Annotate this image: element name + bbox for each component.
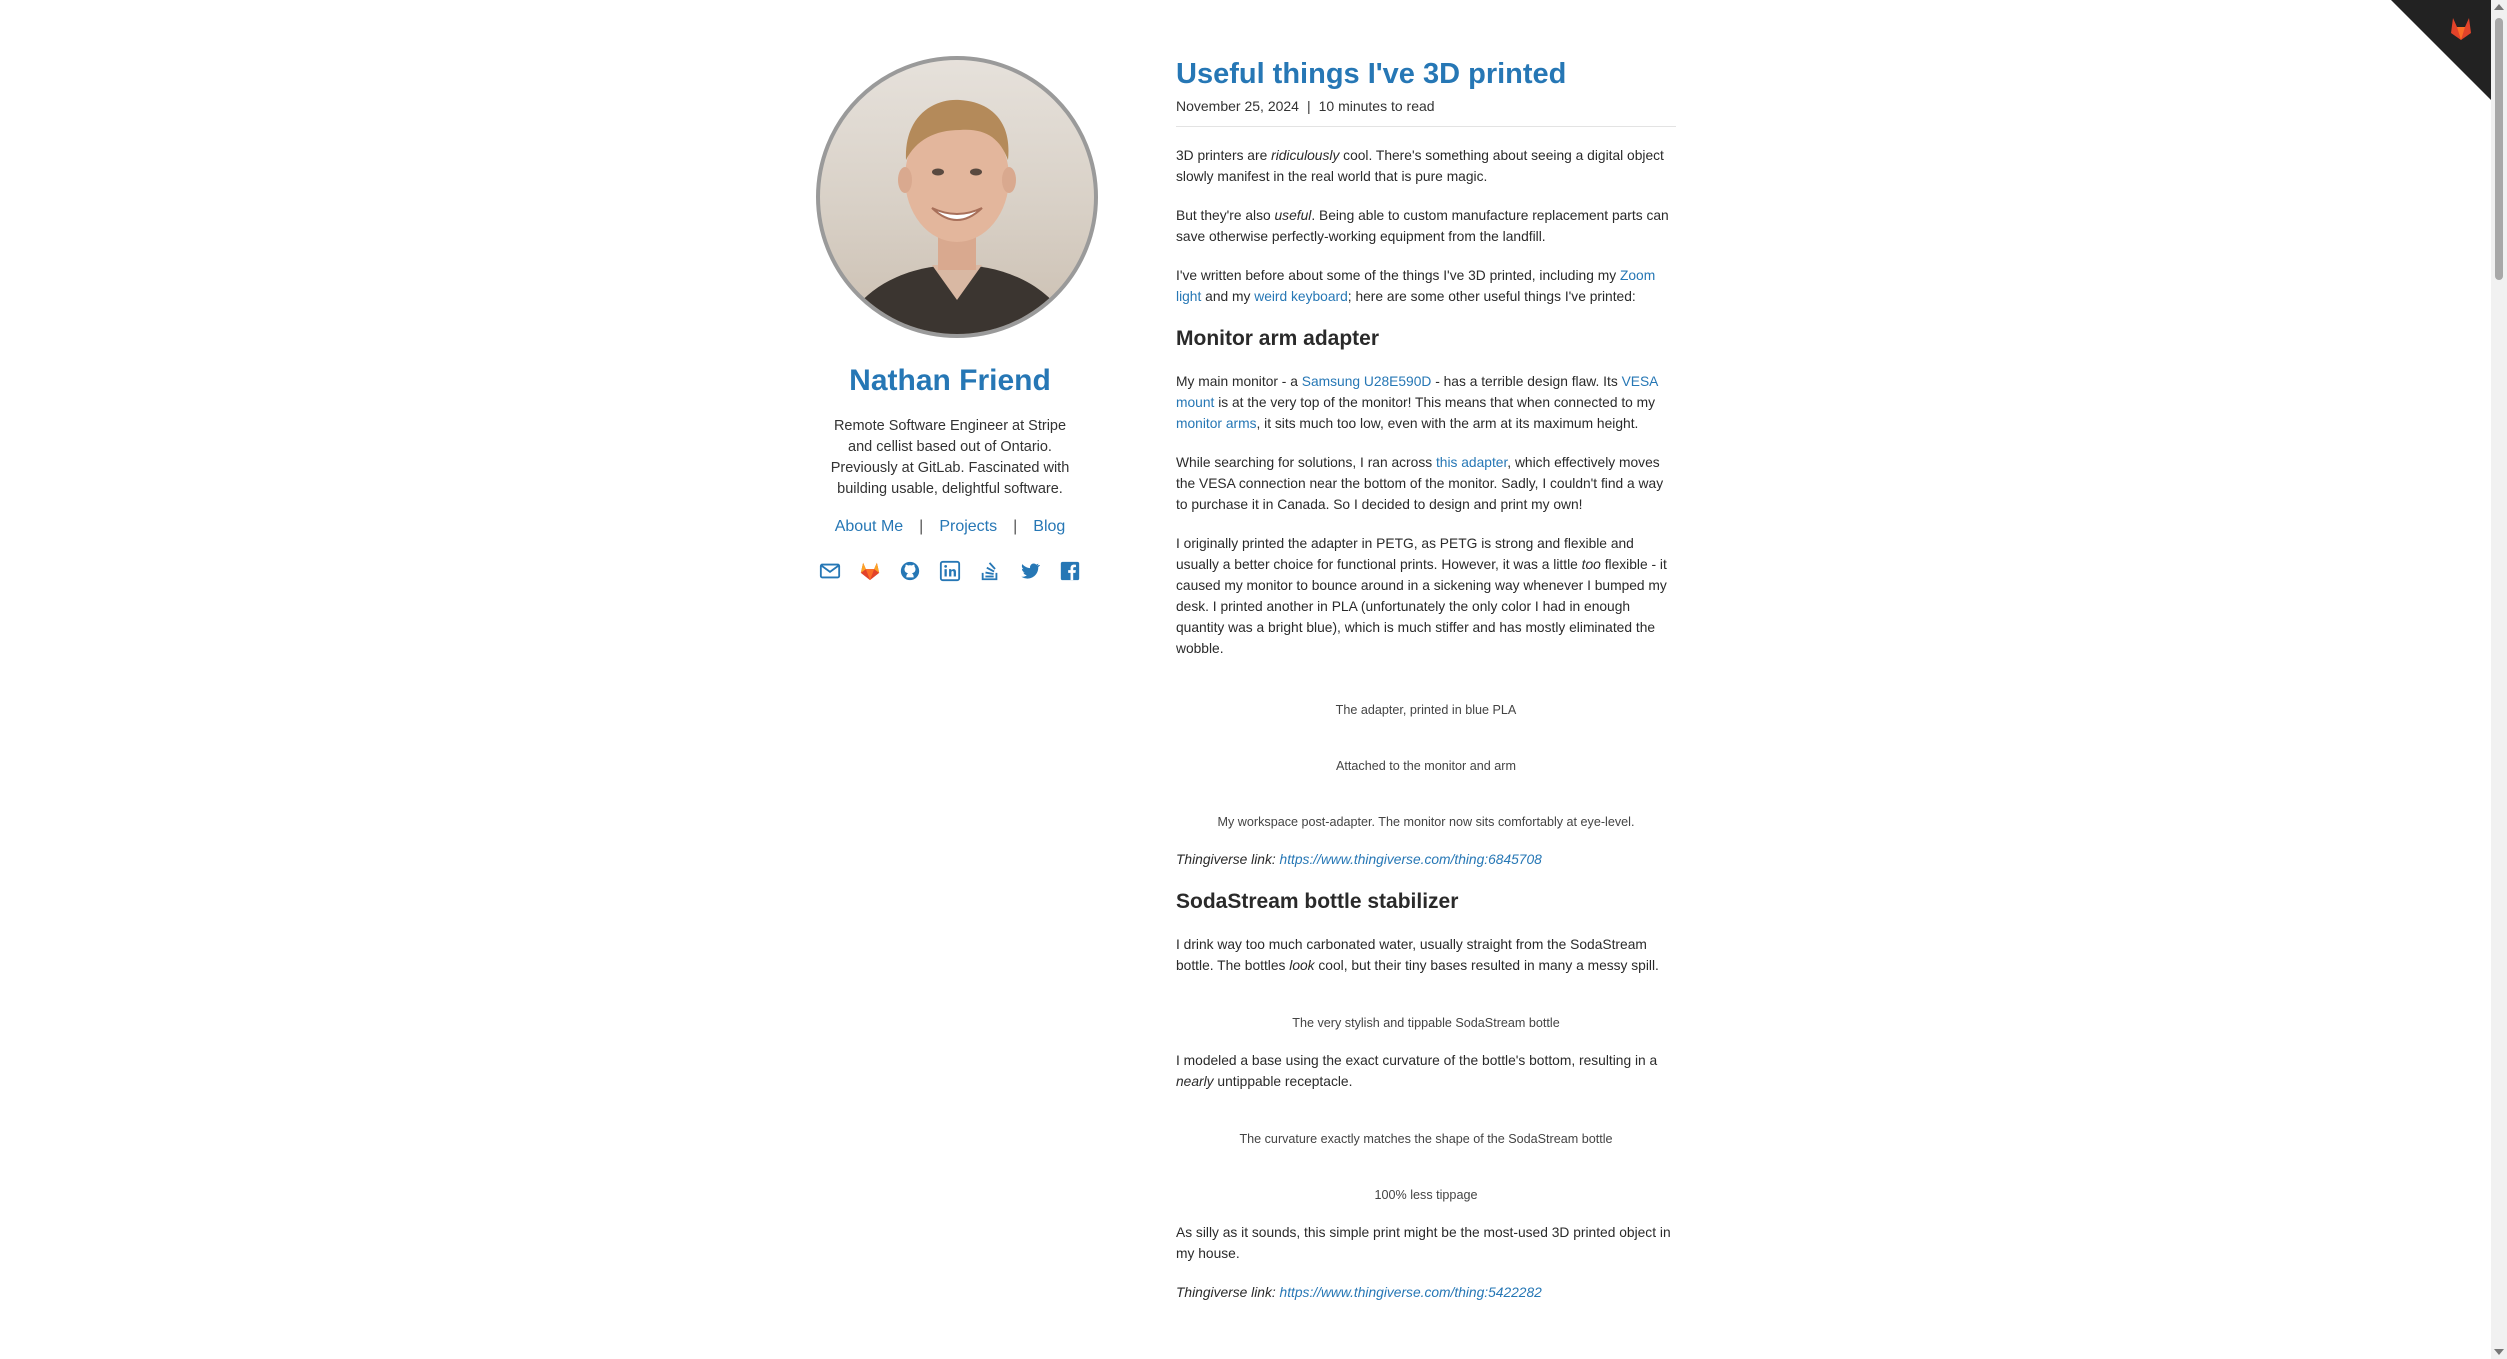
- image-caption: Attached to the monitor and arm: [1336, 759, 1516, 773]
- linkedin-icon[interactable]: [939, 560, 961, 582]
- paragraph: I drink way too much carbonated water, usually straight from the SodaStream bottle. The bottles look cool, but their tiny bases resulted in many a messy spill.: [1176, 937, 1659, 973]
- gitlab-corner[interactable]: [2391, 0, 2491, 100]
- post-date: November 25, 2024: [1176, 98, 1299, 114]
- paragraph: I originally printed the adapter in PETG, as PETG is strong and flexible and usually a better choice for functional prints. However, it was a little too flexible - it caused my monitor to bounce around in a sickening way whenever I bumped my desk. I printed another in PLA (unfortunately the only color I had in enough quantity was a bright blue), which is much stiffer and has mostly eliminated the wobble.: [1176, 536, 1667, 656]
- image-caption: The very stylish and tippable SodaStream bottle: [1292, 1016, 1560, 1030]
- nav-blog[interactable]: Blog: [1033, 518, 1066, 535]
- scroll-down-icon[interactable]: [2494, 1349, 2504, 1355]
- github-icon[interactable]: [899, 560, 921, 582]
- author-bio: Remote Software Engineer at Stripe and cellist based out of Ontario. Previously at GitLab. Fascinated with building usable, delightful software.: [830, 418, 1070, 497]
- vesa-mount-link[interactable]: VESA mount: [1176, 374, 1658, 410]
- gitlab-corner-icon[interactable]: [2391, 0, 2491, 100]
- scroll-thumb[interactable]: [2495, 18, 2503, 280]
- paragraph: 3D printers are ridiculously cool. There's something about seeing a digital object slowly manifest in the real world that is pure magic.: [1176, 148, 1664, 184]
- page-scrollbar[interactable]: [2491, 0, 2507, 1359]
- avatar: [816, 56, 1098, 338]
- facebook-icon[interactable]: [1059, 560, 1081, 582]
- image-caption: My workspace post-adapter. The monitor now sits comfortably at eye-level.: [1217, 815, 1635, 829]
- read-time: 10 minutes to read: [1318, 98, 1435, 114]
- paragraph: I've written before about some of the things I've 3D printed, including my Zoom light and my weird keyboard; here are some other useful things I've printed:: [1176, 268, 1656, 304]
- image-caption: The adapter, printed in blue PLA: [1335, 703, 1517, 717]
- paragraph: As silly as it sounds, this simple print might be the most-used 3D printed object in my house.: [1176, 1225, 1671, 1261]
- heading-sodastream-stabilizer: SodaStream bottle stabilizer: [1176, 890, 1459, 913]
- blog-post: [1176, 56, 1676, 1303]
- twitter-icon[interactable]: [1019, 560, 1041, 582]
- samsung-monitor-link[interactable]: Samsung U28E590D: [1301, 374, 1432, 389]
- paragraph: But they're also useful. Being able to custom manufacture replacement parts can save otherwise perfectly-working equipment from the landfill.: [1176, 208, 1669, 244]
- thingiverse-line: Thingiverse link: https://www.thingiverse.com/thing:5422282: [1176, 1285, 1542, 1300]
- social-links: [800, 560, 1100, 582]
- image-caption: 100% less tippage: [1374, 1188, 1478, 1202]
- gitlab-icon[interactable]: [859, 560, 881, 582]
- image-caption: The curvature exactly matches the shape of the SodaStream bottle: [1239, 1132, 1613, 1146]
- nav-separator: |: [919, 518, 924, 535]
- paragraph: While searching for solutions, I ran across this adapter, which effectively moves the VESA connection near the bottom of the monitor. Sadly, I couldn't find a way to purchase it in Canada. So I decided to design and print my own!: [1176, 455, 1664, 512]
- email-icon[interactable]: [819, 560, 841, 582]
- zoom-light-link[interactable]: Zoom light: [1176, 268, 1656, 304]
- stackoverflow-icon[interactable]: [979, 560, 1001, 582]
- heading-monitor-arm-adapter: Monitor arm adapter: [1176, 327, 1380, 350]
- this-adapter-link[interactable]: this adapter: [1435, 455, 1508, 470]
- thingiverse-line: Thingiverse link: https://www.thingiverse.com/thing:6845708: [1176, 852, 1542, 867]
- post-meta: [1176, 98, 1676, 127]
- nav-about-me[interactable]: About Me: [834, 518, 904, 535]
- nav-separator: |: [1013, 518, 1018, 535]
- author-name[interactable]: Nathan Friend: [849, 364, 1051, 397]
- paragraph: My main monitor - a Samsung U28E590D - has a terrible design flaw. Its VESA mount is at the very top of the monitor! This means that when connected to my monitor arms, it sits much too low, even with the arm at its maximum height.: [1176, 374, 1658, 431]
- sidebar: [800, 56, 1100, 582]
- meta-separator: |: [1306, 98, 1311, 114]
- paragraph: I modeled a base using the exact curvature of the bottle's bottom, resulting in a nearly untippable receptacle.: [1176, 1053, 1658, 1089]
- nav-projects[interactable]: Projects: [939, 518, 998, 535]
- main-nav: [800, 518, 1100, 536]
- monitor-arms-link[interactable]: monitor arms: [1176, 416, 1257, 431]
- thingiverse-link[interactable]: https://www.thingiverse.com/thing:6845708: [1279, 852, 1542, 867]
- portrait-image: [820, 60, 1094, 334]
- weird-keyboard-link[interactable]: weird keyboard: [1254, 289, 1348, 304]
- scroll-up-icon[interactable]: [2494, 4, 2504, 10]
- post-title[interactable]: Useful things I've 3D printed: [1176, 58, 1567, 90]
- thingiverse-link[interactable]: https://www.thingiverse.com/thing:5422282: [1279, 1285, 1542, 1300]
